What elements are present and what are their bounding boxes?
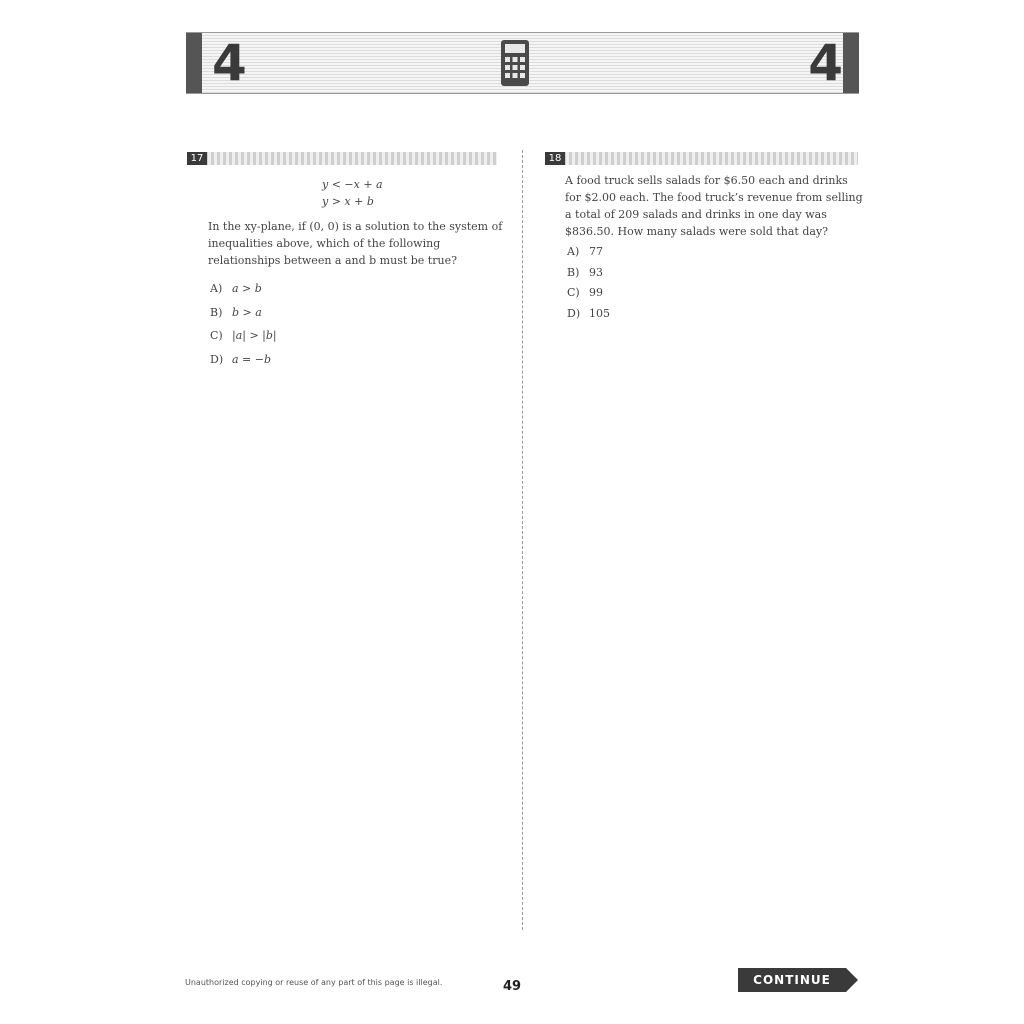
continue-label: CONTINUE [753,973,831,987]
answer-choice[interactable] [210,329,277,353]
choice-value: 93 [589,265,603,279]
answer-choice[interactable] [210,282,277,306]
choice-value: a > b [232,282,262,295]
page-number: 49 [503,979,522,994]
inequality-line: y > x + b [322,195,374,208]
choice-letter: B) [210,305,223,319]
answer-choice[interactable] [567,245,610,266]
choice-letter: A) [567,245,580,258]
answer-choices [567,245,610,327]
answer-choice[interactable] [567,286,610,307]
choice-letter: C) [567,286,580,299]
choice-value: 105 [589,306,610,320]
continue-badge [738,968,858,992]
answer-choice[interactable] [210,306,277,330]
answer-choice[interactable] [210,353,277,377]
copyright-notice: Unauthorized copying or reuse of any part of this page is illegal. [185,978,443,987]
choice-value: a = −b [232,352,272,366]
choice-letter: C) [210,329,223,342]
choice-value: 99 [589,286,603,299]
choice-letter: A) [210,282,223,295]
inequality-system [322,176,383,210]
question-header-bar [187,152,497,165]
question-number: 17 [187,152,207,165]
choice-letter: D) [567,306,581,320]
question-text: A food truck sells salads for $6.50 each and drinks for $2.00 each. The food truck’s revenue from selling a total of 209 salads and drinks in one day was $836.50. How many salads were sold that day? [565,174,863,238]
question-text: In the xy-plane, if (0, 0) is a solution to the system of inequalities above, which of the following relationships between a and b must be true? [208,220,503,267]
answer-choices [210,282,277,376]
calculator-icon [500,39,530,87]
section-header [186,32,859,94]
choice-value: b > a [232,305,262,319]
question-number: 18 [545,152,565,165]
choice-letter: D) [210,352,224,366]
choice-letter: B) [567,265,580,279]
column-divider [522,150,523,930]
section-tab-right [843,33,859,93]
choice-value: |a| > |b| [232,329,277,342]
section-tab-left [186,33,202,93]
section-number-left: 4 [212,34,247,92]
choice-value: 77 [589,245,603,258]
answer-choice[interactable] [567,307,610,328]
inequality-line: y < −x + a [322,178,383,191]
question-header-bar [545,152,858,165]
answer-choice[interactable] [567,266,610,287]
section-number-right: 4 [808,34,843,92]
